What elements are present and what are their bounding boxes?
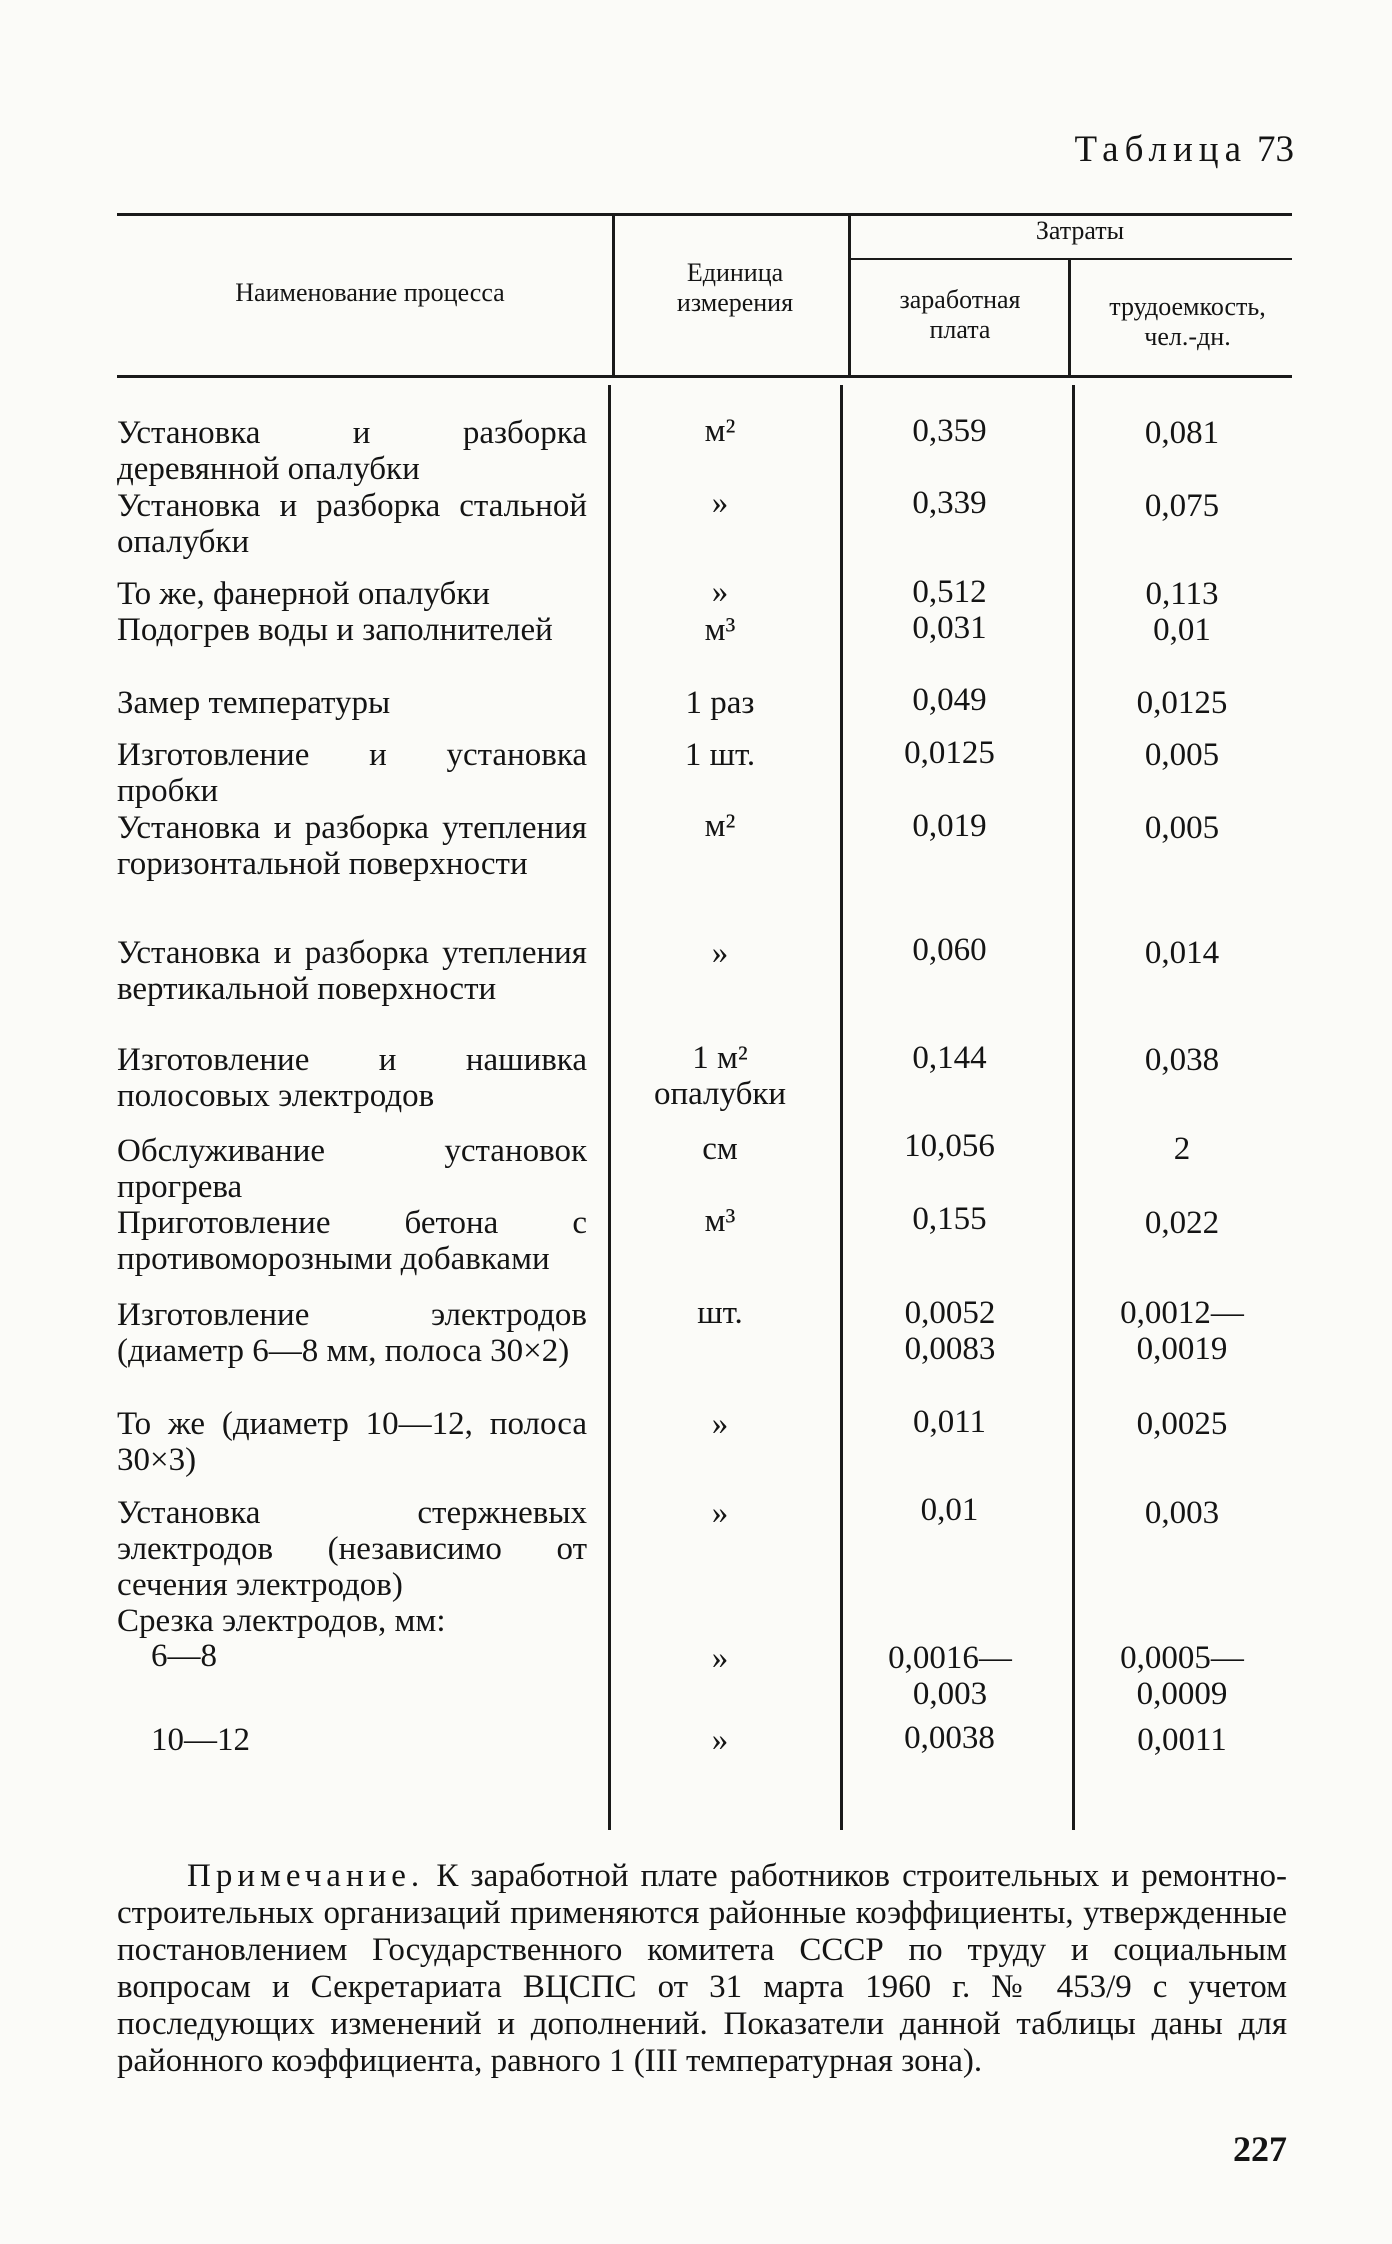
row-4-name: Подогрев воды и заполнителей	[117, 612, 553, 648]
row-13-unit: »	[711, 1406, 729, 1442]
page-number: 227	[1233, 2129, 1287, 2169]
header-divider-2	[848, 213, 851, 375]
row-12-wages: 0,0052 0,0083	[904, 1295, 996, 1367]
row-9-name: Изготовление и нашивка полосовых электродов	[117, 1042, 587, 1114]
row-2-unit: »	[711, 485, 729, 521]
row-2-wages: 0,339	[912, 485, 987, 521]
row-4-wages: 0,031	[912, 610, 987, 646]
row-11-unit: м³	[704, 1203, 736, 1239]
row-1-wages: 0,359	[912, 413, 987, 449]
row-12-unit: шт.	[697, 1295, 743, 1331]
row-9-unit: 1 м² опалубки	[653, 1040, 787, 1112]
row-7-wages: 0,019	[912, 808, 987, 844]
row-5-labor: 0,0125	[1136, 685, 1228, 721]
table-note	[117, 1858, 1287, 2080]
row-4-labor: 0,01	[1153, 612, 1211, 648]
row-7-unit: м²	[704, 808, 736, 844]
row-3-unit: »	[711, 574, 729, 610]
row-7-name: Установка и разборка утепления горизонтальной поверхности	[117, 810, 587, 882]
row-10-unit: см	[702, 1131, 738, 1167]
row-8-wages: 0,060	[912, 932, 987, 968]
row-13-name: То же (диаметр 10—12, полоса 30×3)	[117, 1406, 587, 1478]
row-1-name: Установка и разборка деревянной опалубки	[117, 415, 587, 487]
row-5-wages: 0,049	[912, 682, 987, 718]
row-16-unit: »	[711, 1640, 729, 1676]
row-17-unit: »	[711, 1722, 729, 1758]
row-6-unit: 1 шт.	[684, 737, 756, 773]
row-14-name: Установка стержневых электродов (независимо от сечения электродов)	[117, 1495, 587, 1603]
row-3-wages: 0,512	[912, 574, 987, 610]
row-8-unit: »	[711, 935, 729, 971]
row-11-labor: 0,022	[1144, 1205, 1220, 1241]
row-5-name: Замер температуры	[117, 685, 391, 721]
row-11-wages: 0,155	[912, 1201, 987, 1237]
header-divider-3	[1068, 258, 1071, 375]
table-caption	[1075, 128, 1295, 171]
header-process: Наименование процесса	[235, 278, 505, 307]
row-4-unit: м³	[704, 612, 736, 648]
row-17-labor: 0,0011	[1137, 1722, 1227, 1758]
header-bottom-rule	[117, 375, 1292, 378]
header-divider-1	[612, 213, 615, 375]
row-7-labor: 0,005	[1144, 810, 1220, 846]
row-6-labor: 0,005	[1144, 737, 1220, 773]
row-9-labor: 0,038	[1144, 1042, 1220, 1078]
row-1-unit: м²	[704, 413, 736, 449]
row-2-name: Установка и разборка стальной опалубки	[117, 488, 587, 560]
row-11-name: Приготовление бетона с противоморозными добавками	[117, 1205, 587, 1277]
row-13-wages: 0,011	[912, 1404, 987, 1440]
header-costs: Затраты	[1035, 216, 1125, 245]
row-10-wages: 10,056	[904, 1128, 995, 1164]
row-13-labor: 0,0025	[1136, 1406, 1228, 1442]
row-14-labor: 0,003	[1144, 1495, 1220, 1531]
table-caption-number: 73	[1257, 129, 1294, 170]
row-10-labor: 2	[1173, 1131, 1191, 1167]
header-wages: заработная плата	[899, 285, 1021, 344]
note-text: К заработной плате работников строительных и ремонтно-строительных организаций применяются районные коэффициенты, утвержденные постановлением Государственного комитета СССР по труду и социальным вопросам и Секретариата ВЦСПС от 31 марта 1960 г. № 453/9 с учетом последующих изменений и дополнений. Показатели данной таблицы даны для районного коэффициента, равного 1 (III температурная зона).	[117, 1858, 1287, 2079]
row-3-name: То же, фанерной опалубки	[117, 576, 490, 612]
table-caption-word: Таблица	[1074, 129, 1247, 170]
row-10-name: Обслуживание установок прогрева	[117, 1133, 587, 1205]
note-label: Примечание.	[187, 1858, 425, 1894]
row-8-name: Установка и разборка утепления вертикальной поверхности	[117, 935, 587, 1007]
row-12-labor: 0,0012— 0,0019	[1120, 1295, 1244, 1367]
row-1-labor: 0,081	[1144, 415, 1220, 451]
costs-subheader-rule	[850, 258, 1292, 260]
row-16-wages: 0,0016— 0,003	[888, 1640, 1012, 1712]
row-12-name: Изготовление электродов (диаметр 6—8 мм, полоса 30×2)	[117, 1297, 587, 1369]
row-6-name: Изготовление и установка пробки	[117, 737, 587, 809]
row-17-name: 10—12	[151, 1722, 250, 1758]
row-8-labor: 0,014	[1144, 935, 1220, 971]
row-3-labor: 0,113	[1145, 576, 1219, 612]
row-17-wages: 0,0038	[904, 1720, 995, 1756]
row-5-unit: 1 раз	[685, 685, 755, 721]
row-14-unit: »	[711, 1495, 729, 1531]
header-unit: Единица измерения	[676, 258, 794, 317]
header-labor: трудоемкость, чел.-дн.	[1109, 292, 1266, 351]
row-9-wages: 0,144	[912, 1040, 987, 1076]
row-6-wages: 0,0125	[904, 735, 995, 771]
row-16-labor: 0,0005— 0,0009	[1120, 1640, 1244, 1712]
row-14-wages: 0,01	[920, 1492, 979, 1528]
row-15-name: Срезка электродов, мм:	[117, 1603, 446, 1639]
row-16-name: 6—8	[151, 1638, 217, 1674]
row-2-labor: 0,075	[1144, 488, 1220, 524]
